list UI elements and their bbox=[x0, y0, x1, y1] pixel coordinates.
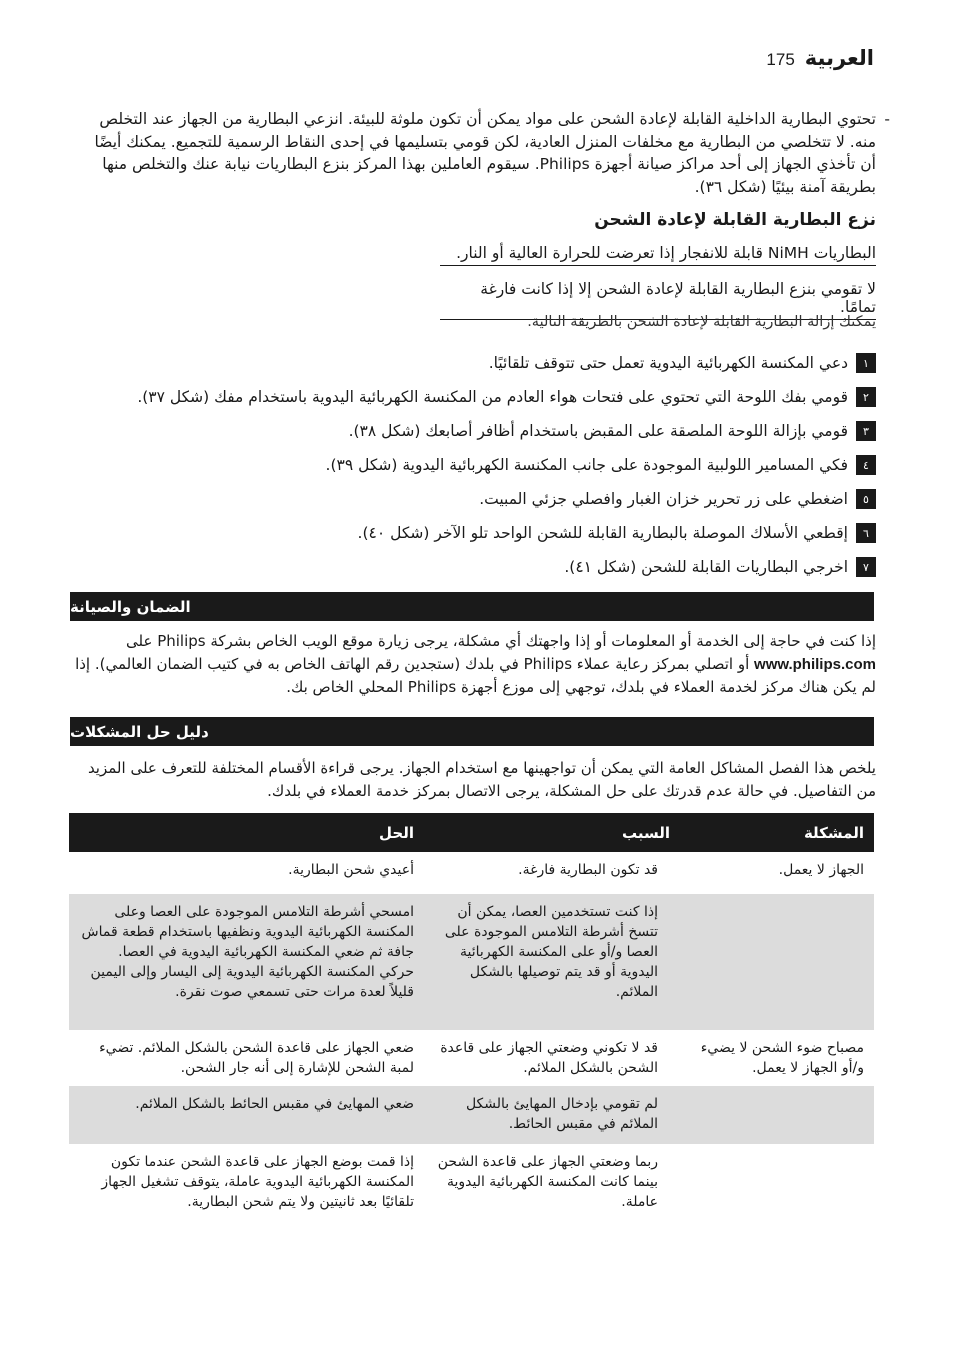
troubleshooting-table bbox=[69, 813, 874, 1224]
cause-cell: ربما وضعتي الجهاز على قاعدة الشحن بينما كانت المكنسة الكهربائية اليدوية عاملة. bbox=[437, 1154, 658, 1210]
cause-cell: إذا كنت تستخدمين العصا، يمكن أن تتسخ أشرطة التلامس الموجودة على العصا و/أو على المكنسة الكهربائية اليدوية أو قد يتم توصيلها بالشكل الملائم. bbox=[424, 894, 680, 1030]
step-text: قومي بفك اللوحة التي تحتوي على فتحات هواء العادم من المكنسة الكهربائية اليدوية باستخدام مفك (شكل ٣٧). bbox=[137, 388, 848, 406]
removal-step bbox=[80, 482, 876, 516]
header-cause: السبب bbox=[424, 813, 680, 852]
removal-step bbox=[80, 516, 876, 550]
step-text: إقطعي الأسلاك الموصلة بالبطارية القابلة للشحن الواحد تلو الآخر (شكل ٤٠). bbox=[357, 524, 848, 542]
philips-website-link[interactable]: www.philips.com bbox=[754, 655, 876, 673]
step-text: قومي بإزالة اللوحة الملصقة على المقبض باستخدام أظافر أصابعك (شكل ٣٨). bbox=[348, 422, 848, 440]
battery-disposal-text: تحتوي البطارية الداخلية القابلة لإعادة الشحن على مواد يمكن أن تكون ملوثة للبيئة. انزعي البطارية من الجهاز عند التخلص منه. لا تتخلصي من البطارية مع مخلفات المنزل العادية، لكن قومي بتسليمها في إحدى النقاط الرسمية للتجميع. يمكنك أيضًا أن تأخذي الجهاز إلى أحد مراكز صيانة أجهزة Philips. سيقوم العاملين بهذا المركز بنزع البطاريات نيابة عنك والتخلص منها بطريقة آمنة بيئيًا (شكل ٣٦). bbox=[94, 110, 876, 196]
step-number: ٧ bbox=[856, 557, 876, 577]
warning-nimh: البطاريات NiMH قابلة للانفجار إذا تعرضت للحرارة العالية أو النار. bbox=[440, 244, 876, 266]
troubleshooting-title: دليل حل المشكلات bbox=[70, 722, 209, 741]
problem-cell bbox=[680, 1144, 874, 1224]
guarantee-text-b: أو اتصلي بمركز رعاية عملاء Philips في بلدك (ستجدين رقم الهاتف الخاص به في كتيب الضمان العالمي). إذا لم يكن هناك مركز لخدمة العملاء في بلدك، توجهي إلى موزع أجهزة Philips المحلي الخاص بك. bbox=[75, 654, 876, 696]
removal-step bbox=[80, 448, 876, 482]
solution-cell: ضعي المهايئ في مقبس الحائط بالشكل الملائم. bbox=[69, 1086, 424, 1144]
warning-empty-battery: لا تقومي بنزع البطارية القابلة لإعادة الشحن إلا إذا كانت فارغة تمامًا. bbox=[440, 280, 876, 320]
step-number: ٢ bbox=[856, 387, 876, 407]
step-number: ٥ bbox=[856, 489, 876, 509]
troubleshooting-section-bar bbox=[70, 717, 874, 746]
solution-cell: امسحي أشرطة التلامس الموجودة على العصا وعلى المكنسة الكهربائية اليدوية ونظفيها باستخدام قطعة قماش جافة ثم ضعي المكنسة الكهربائية اليدوية في العصا. حركي المكنسة الكهربائية اليدوية إلى اليسار وإلى اليمين قليلاً لعدة مرات حتى تسمعي صوت نقرة. bbox=[69, 894, 424, 1030]
solution-cell: أعيدي شحن البطارية. bbox=[288, 862, 414, 878]
step-text: اضغطي على زر تحرير خزان الغبار وافصلي جزئي المبيت. bbox=[479, 490, 848, 508]
cause-cell: قد لا تكوني وضعتي الجهاز على قاعدة الشحن بالشكل الملائم. bbox=[440, 1040, 658, 1076]
battery-disposal-paragraph bbox=[80, 108, 890, 198]
removal-step bbox=[80, 380, 876, 414]
table-row bbox=[69, 1086, 874, 1144]
table-row bbox=[69, 1144, 874, 1224]
step-text: دعي المكنسة الكهربائية اليدوية تعمل حتى تتوقف تلقائيًا. bbox=[488, 354, 848, 372]
problem-cell bbox=[680, 894, 874, 1030]
guarantee-title: الضمان والصيانة bbox=[70, 597, 191, 616]
problem-cell bbox=[680, 1086, 874, 1144]
table-row bbox=[69, 852, 874, 894]
cause-cell: قد تكون البطارية فارغة. bbox=[518, 862, 658, 878]
removal-step bbox=[80, 346, 876, 380]
problem-cell: مصباح ضوء الشحن لا يضيء و/أو الجهاز لا يعمل. bbox=[700, 1040, 864, 1076]
header-solution: الحل bbox=[69, 813, 424, 852]
step-number: ٤ bbox=[856, 455, 876, 475]
language-title: العربية bbox=[804, 46, 874, 70]
step-text: فكي المسامير اللولبية الموجودة على جانب المكنسة الكهربائية اليدوية (شكل ٣٩). bbox=[325, 456, 848, 474]
page-header bbox=[766, 46, 874, 70]
guarantee-text-a: إذا كنت في حاجة إلى الخدمة أو المعلومات أو إذا واجهتك أي مشكلة، يرجى زيارة موقع الويب الخاص بشركة Philips على bbox=[126, 632, 876, 650]
step-number: ١ bbox=[856, 353, 876, 373]
table-row bbox=[69, 894, 874, 1030]
step-number: ٦ bbox=[856, 523, 876, 543]
troubleshooting-intro: يلخص هذا الفصل المشاكل العامة التي يمكن أن تواجهينها مع استخدام الجهاز. يرجى قراءة الأقسام المختلفة للتعرف على المزيد من التفاصيل. في حالة عدم قدرتك على حل المشكلة، يرجى الاتصال بمركز خدمة العملاء في بلدك. bbox=[87, 759, 876, 800]
removal-lead: يمكنك إزالة البطارية القابلة لإعادة الشحن بالطريقة التالية. bbox=[527, 314, 876, 330]
table-row bbox=[69, 1030, 874, 1086]
table-header-row bbox=[69, 813, 874, 852]
page-number: 175 bbox=[766, 50, 795, 69]
solution-cell: إذا قمت بوضع الجهاز على قاعدة الشحن عندما تكون المكنسة الكهربائية اليدوية عاملة، يتوقف تشغيل الجهاز تلقائيًا بعد ثانيتين ولا يتم شحن البطارية. bbox=[101, 1154, 414, 1210]
bullet-dash: - bbox=[884, 110, 890, 128]
removal-heading: نزع البطارية القابلة لإعادة الشحن bbox=[594, 210, 876, 230]
removal-steps-list bbox=[80, 346, 876, 584]
step-text: اخرجي البطاريات القابلة للشحن (شكل ٤١). bbox=[564, 558, 848, 576]
step-number: ٣ bbox=[856, 421, 876, 441]
header-problem: المشكلة bbox=[680, 813, 874, 852]
removal-step bbox=[80, 550, 876, 584]
guarantee-paragraph bbox=[70, 630, 876, 699]
guarantee-section-bar bbox=[70, 592, 874, 621]
cause-cell: لم تقومي بإدخال المهايئ بالشكل الملائم في مقبس الحائط. bbox=[424, 1086, 680, 1144]
solution-cell: ضعي الجهاز على قاعدة الشحن بالشكل الملائم. تضيء لمبة الشحن للإشارة إلى أنه جار الشحن. bbox=[99, 1040, 414, 1076]
removal-step bbox=[80, 414, 876, 448]
problem-cell: الجهاز لا يعمل. bbox=[778, 862, 864, 878]
